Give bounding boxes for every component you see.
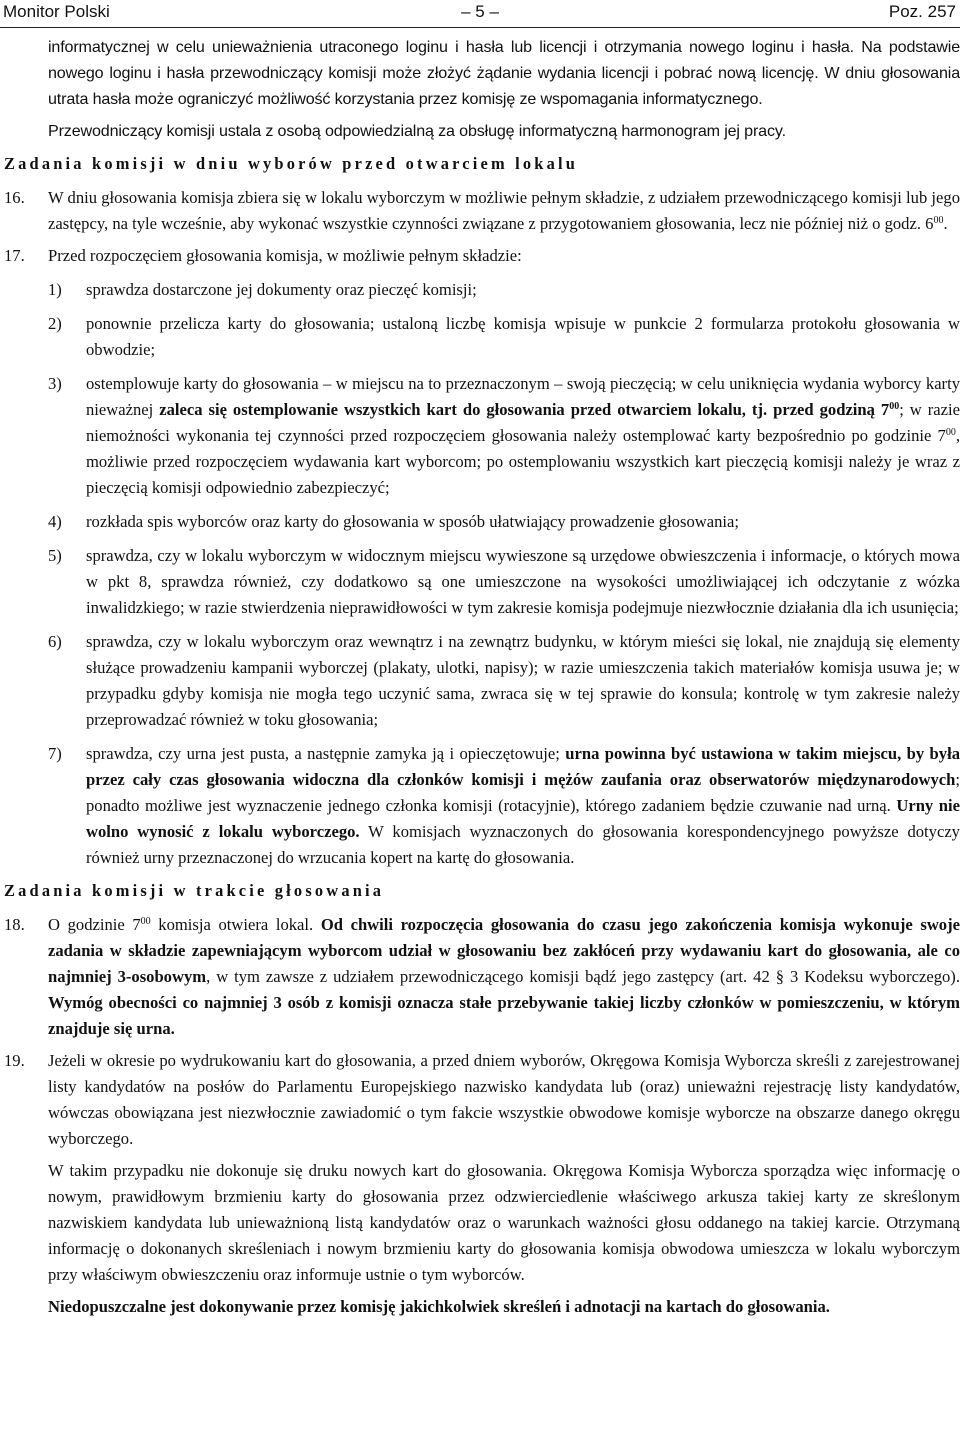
paragraph-16-text: W dniu głosowania komisja zbiera się w lokalu wyborczym w możliwie pełnym składzie, z udziałem przewodniczącego komisji lub jego zastępcy, na tyle wcześnie, aby wykonać wszystkie czynności związane z przygotowaniem głosowania, lecz nie później niż o godz. 6 xyxy=(48,188,960,233)
item-text xyxy=(86,741,960,871)
text-run: , w tym zawsze z udziałem przewodniczącego komisji bądź jego zastępcy (art. 42 § 3 Kodeksu wyborczego). xyxy=(206,967,960,986)
paragraph-end: . xyxy=(943,214,948,233)
item-text: rozkłada spis wyborców oraz karty do głosowania w sposób ułatwiający prowadzenie głosowania; xyxy=(86,512,739,531)
bold-run: Urny nie wolno wynosić z lokalu wyborczego. xyxy=(86,796,960,841)
header-rule xyxy=(0,27,960,28)
section-heading-during-voting: Zadania komisji w trakcie głosowania xyxy=(4,881,385,900)
bold-run: urna powinna być ustawiona w takim miejscu, by była przez cały czas głosowania widoczna dla członków komisji i mężów zaufania oraz obserwatorów międzynarodowych xyxy=(86,744,960,789)
paragraph-text: Przed rozpoczęciem głosowania komisja, w możliwie pełnym składzie: xyxy=(48,246,522,265)
page-number: – 5 – xyxy=(461,2,499,21)
paragraph-text: Jeżeli w okresie po wydrukowaniu kart do głosowania, a przed dniem wyborów, Okręgowa Komisja Wyborcza skreśli z zarejestrowanej listy kandydatów na posłów do Parlamentu Europejskiego nazwisko kandydata lub (oraz) unieważni rejestrację listy kandydatów, wówczas obowiązana jest niezwłocznie zawiadomić o tym fakcie wszystkie obwodowe komisje wyborcze na obszarze danego okręgu wyborczego. xyxy=(48,1051,960,1148)
paragraph-number: 17. xyxy=(4,246,25,265)
publication-title: Monitor Polski xyxy=(3,2,110,21)
item-text xyxy=(86,371,960,501)
paragraph-number: 16. xyxy=(4,188,25,207)
item-text: sprawdza, czy w lokalu wyborczym oraz wewnątrz i na zewnątrz budynku, w którym mieści się lokal, nie znajdują się elementy służące prowadzeniu kampanii wyborczej (plakaty, ulotki, napisy); w razie umieszczenia takich materiałów komisja usuwa je; w przypadku gdyby komisja nie mogła tego uczynić sama, zwraca się w tej sprawie do konsula; kontrolę w tym zakresie należy przeprowadzać również w toku głosowania; xyxy=(86,632,960,729)
text-run: O godzinie 7 xyxy=(48,915,141,934)
item-text: sprawdza, czy w lokalu wyborczym w widocznym miejscu wywieszone są urzędowe obwieszczenia i informacje, o których mowa w pkt 8, sprawdza również, czy dodatkowo są one umieszczone na wysokości umożliwiającej ich odczytanie z wózka inwalidzkiego; w razie stwierdzenia nieprawidłowości w tym zakresie komisja podejmuje niezwłocznie działania dla ich usunięcia; xyxy=(86,546,960,617)
text-run: ; w razie niemożności wykonania tej czynności przed rozpoczęciem głosowania należy ostemplować karty bezpośrednio po godzinie 7 xyxy=(86,400,960,445)
paragraph-18 xyxy=(0,912,960,1042)
superscript: 00 xyxy=(945,427,956,438)
text-run: ostemplowuje karty do głosowania – w miejscu na to przeznaczonym – swoją pieczęcią; w celu uniknięcia wydania wyborcy karty nieważnej xyxy=(86,374,960,419)
item-number: 6) xyxy=(48,632,62,651)
page-header xyxy=(0,0,960,24)
paragraph-19-bold-note: Niedopuszczalne jest dokonywanie przez komisję jakichkolwiek skreśleń i adnotacji na kartach do głosowania. xyxy=(48,1297,830,1316)
item-number: 2) xyxy=(48,314,62,333)
paragraph-19 xyxy=(0,1048,960,1152)
paragraph-19-continuation: W takim przypadku nie dokonuje się druku nowych kart do głosowania. Okręgowa Komisja Wyborcza sporządza więc informację o nowym, prawidłowym brzmieniu karty do głosowania przez odzwierciedlenie właściwego arkusza takiej karty ze skreślonym nazwiskiem kandydata lub unieważnioną listą kandydatów oraz o warunkach ważności głosu oddanego na takiej karcie. Otrzymaną informację o dokonanych skreśleniach i nowym brzmieniu karty do głosowania komisja obwodowa umieszcza w lokalu wyborczym przy właściwym obwieszczeniu oraz informuje ustnie o tym wyborców. xyxy=(48,1161,960,1284)
text-run: , możliwie przed rozpoczęciem wydawania kart wyborcom; po ostemplowaniu wszystkich kart pieczęcią komisji należy je wraz z pieczęcią komisji odpowiednio zabezpieczyć; xyxy=(86,426,960,497)
list-item xyxy=(0,277,960,303)
text-run: sprawdza, czy urna jest pusta, a następnie zamyka ją i opieczętowuje; xyxy=(86,744,566,763)
text-run: W komisjach wyznaczonych do głosowania korespondencyjnego powyższe dotyczy również urny przeznaczonej do wrzucania kopert na kartę do głosowania. xyxy=(86,822,960,867)
bold-run: Od chwili rozpoczęcia głosowania do czasu jego zakończenia komisja wykonuje swoje zadania w składzie zapewniającym wyborcom udział w głosowaniu bez zakłóceń przy wydawaniu kart do głosowania, ale co najmniej 3-osobowym xyxy=(48,915,960,986)
paragraph-text xyxy=(48,912,960,1042)
section-heading-before-opening: Zadania komisji w dniu wyborów przed otwarciem lokalu xyxy=(4,154,579,173)
item-number: 5) xyxy=(48,546,62,565)
item-text: sprawdza dostarczone jej dokumenty oraz pieczęć komisji; xyxy=(86,280,477,299)
position-number: Poz. 257 xyxy=(888,2,956,21)
item-text: ponownie przelicza karty do głosowania; ustaloną liczbę komisja wpisuje w punkcie 2 formularza protokołu głosowania w obwodzie; xyxy=(86,314,960,359)
item-number: 1) xyxy=(48,280,62,299)
superscript: 00 xyxy=(889,401,900,412)
paragraph-number: 19. xyxy=(4,1051,25,1070)
list-item xyxy=(0,629,960,733)
intro-paragraph: informatycznej w celu unieważnienia utraconego loginu i hasła lub licencji i otrzymania nowego loginu i hasła. Na podstawie nowego loginu i hasła przewodniczący komisji może złożyć żądanie wydania licencji i pobrać nową licencję. W dniu głosowania utrata hasła może ograniczyć możliwość korzystania przez komisję ze wspomagania informatycznego. xyxy=(48,38,960,108)
list-item xyxy=(0,741,960,871)
bold-run: zaleca się ostemplowanie wszystkich kart do głosowania przed otwarciem lokalu, tj. przed godziną 7 xyxy=(159,400,890,419)
list-item xyxy=(0,509,960,535)
list-item xyxy=(0,311,960,363)
superscript: 00 xyxy=(933,215,944,226)
intro-paragraph-2: Przewodniczący komisji ustala z osobą odpowiedzialną za obsługę informatyczną harmonogram jej pracy. xyxy=(48,122,786,140)
superscript: 00 xyxy=(140,916,151,927)
paragraph-17 xyxy=(0,243,960,269)
bold-run: Wymóg obecności co najmniej 3 osób z komisji oznacza stałe przebywanie takiej liczby członków w pomieszczeniu, w którym znajduje się urna. xyxy=(48,993,960,1038)
item-number: 4) xyxy=(48,512,62,531)
list-item xyxy=(0,371,960,501)
text-run: ; ponadto możliwe jest wyznaczenie jednego członka komisji (rotacyjnie), którego zadaniem będzie czuwanie nad urną. xyxy=(86,770,960,815)
text-run: komisja otwiera lokal. xyxy=(150,915,321,934)
paragraph-text xyxy=(48,185,960,237)
item-number: 3) xyxy=(48,374,62,393)
item-number: 7) xyxy=(48,744,62,763)
paragraph-16 xyxy=(0,185,960,237)
paragraph-number: 18. xyxy=(4,915,25,934)
document-body xyxy=(0,34,960,1320)
list-item xyxy=(0,543,960,621)
